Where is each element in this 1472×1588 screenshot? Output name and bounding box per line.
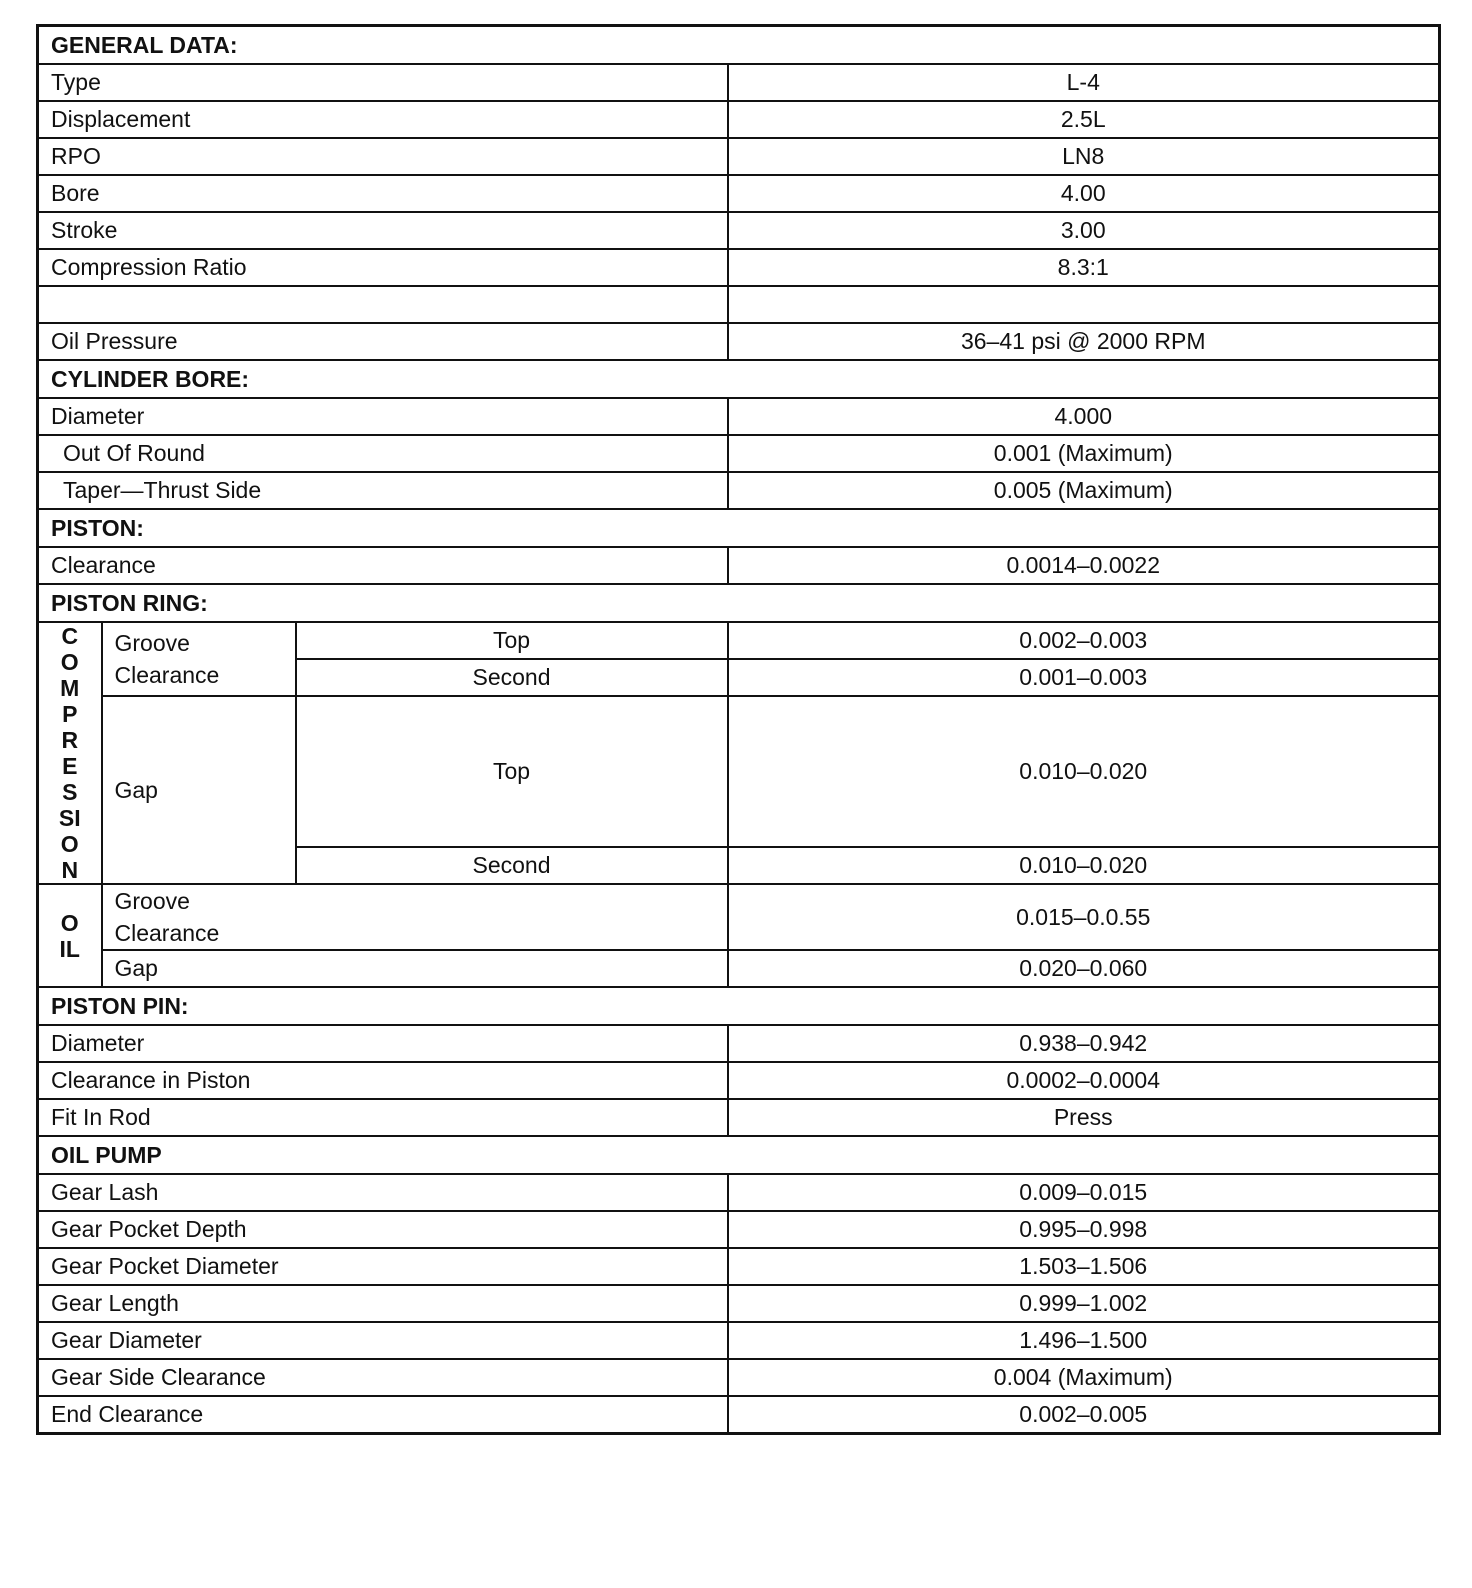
- row-label: Out Of Round: [38, 435, 728, 472]
- section-title: OIL PUMP: [38, 1136, 1440, 1174]
- row-label: End Clearance: [38, 1396, 728, 1434]
- section-header-general: [38, 26, 1440, 65]
- table-row: [38, 1248, 1440, 1285]
- section-title: PISTON RING:: [38, 584, 1440, 622]
- row-value: Press: [728, 1099, 1440, 1136]
- row-label: Clearance: [38, 547, 728, 584]
- row-value: 0.001 (Maximum): [728, 435, 1440, 472]
- row-value: 4.000: [728, 398, 1440, 435]
- table-row: [38, 1062, 1440, 1099]
- row-label: Gear Length: [38, 1285, 728, 1322]
- table-row: [38, 1211, 1440, 1248]
- row-value: 1.496–1.500: [728, 1322, 1440, 1359]
- ring-position-label: Top: [296, 622, 728, 659]
- table-row: [38, 472, 1440, 509]
- table-row: [38, 212, 1440, 249]
- ring-position-label: Second: [296, 659, 728, 696]
- row-value: 36–41 psi @ 2000 RPM: [728, 323, 1440, 360]
- section-title: PISTON PIN:: [38, 987, 1440, 1025]
- row-label: Compression Ratio: [38, 249, 728, 286]
- table-row: [38, 64, 1440, 101]
- table-row: [38, 101, 1440, 138]
- gap-label: Gap: [102, 696, 296, 884]
- oil-side-label: [38, 884, 102, 987]
- row-label: Taper—Thrust Side: [38, 472, 728, 509]
- row-label: Oil Pressure: [38, 323, 728, 360]
- row-label: Gear Pocket Depth: [38, 1211, 728, 1248]
- row-value: 0.999–1.002: [728, 1285, 1440, 1322]
- table-row: [38, 1174, 1440, 1211]
- row-label: Gear Pocket Diameter: [38, 1248, 728, 1285]
- table-row: [38, 696, 1440, 847]
- row-value: 0.010–0.020: [728, 696, 1440, 847]
- row-value: 0.001–0.003: [728, 659, 1440, 696]
- row-value: 2.5L: [728, 101, 1440, 138]
- row-value: L-4: [728, 64, 1440, 101]
- table-row: [38, 138, 1440, 175]
- table-row: [38, 1025, 1440, 1062]
- vertical-text: OIL: [59, 909, 80, 962]
- row-value: 0.0014–0.0022: [728, 547, 1440, 584]
- row-label: Gear Diameter: [38, 1322, 728, 1359]
- table-row: [38, 1359, 1440, 1396]
- table-row: [38, 622, 1440, 659]
- row-value: 0.002–0.005: [728, 1396, 1440, 1434]
- row-value: 0.995–0.998: [728, 1211, 1440, 1248]
- row-value: 0.005 (Maximum): [728, 472, 1440, 509]
- row-value: 1.503–1.506: [728, 1248, 1440, 1285]
- row-label: Gear Lash: [38, 1174, 728, 1211]
- row-value: 0.010–0.020: [728, 847, 1440, 884]
- ring-position-label: Top: [296, 696, 728, 847]
- vertical-text: COMPRESSION: [58, 623, 81, 883]
- oil-gap-label: Gap: [102, 950, 728, 987]
- table-row: [38, 435, 1440, 472]
- engine-spec-table: [36, 24, 1441, 1435]
- row-label: Clearance in Piston: [38, 1062, 728, 1099]
- table-row: [38, 950, 1440, 987]
- table-row: [38, 323, 1440, 360]
- row-label: Displacement: [38, 101, 728, 138]
- table-row: [38, 1099, 1440, 1136]
- table-row: [38, 1396, 1440, 1434]
- table-row: [38, 398, 1440, 435]
- row-value: 0.0002–0.0004: [728, 1062, 1440, 1099]
- section-header-piston-ring: [38, 584, 1440, 622]
- section-title: CYLINDER BORE:: [38, 360, 1440, 398]
- row-value: 0.015–0.0.55: [728, 884, 1440, 950]
- compression-side-label: [38, 622, 102, 884]
- row-label: Gear Side Clearance: [38, 1359, 728, 1396]
- row-value: LN8: [728, 138, 1440, 175]
- table-row-empty: [38, 286, 1440, 323]
- row-label: Fit In Rod: [38, 1099, 728, 1136]
- row-value: 0.002–0.003: [728, 622, 1440, 659]
- groove-clearance-label: Groove Clearance: [102, 622, 296, 696]
- ring-position-label: Second: [296, 847, 728, 884]
- row-value: 8.3:1: [728, 249, 1440, 286]
- table-row: [38, 175, 1440, 212]
- table-row: [38, 884, 1440, 950]
- row-label: [38, 286, 728, 323]
- section-title: PISTON:: [38, 509, 1440, 547]
- oil-groove-label-text: Groove Clearance: [114, 888, 220, 946]
- row-value: 0.938–0.942: [728, 1025, 1440, 1062]
- oil-groove-clearance-label: [102, 884, 728, 950]
- table-row: [38, 547, 1440, 584]
- row-value: 0.004 (Maximum): [728, 1359, 1440, 1396]
- row-value: 0.020–0.060: [728, 950, 1440, 987]
- section-header-cylinder-bore: [38, 360, 1440, 398]
- row-label: Stroke: [38, 212, 728, 249]
- row-value: [728, 286, 1440, 323]
- row-label: Diameter: [38, 398, 728, 435]
- row-label: Diameter: [38, 1025, 728, 1062]
- row-value: 4.00: [728, 175, 1440, 212]
- table-row: [38, 1285, 1440, 1322]
- row-value: 3.00: [728, 212, 1440, 249]
- section-title: GENERAL DATA:: [38, 26, 1440, 65]
- row-label: Type: [38, 64, 728, 101]
- table-row: [38, 249, 1440, 286]
- table-row: [38, 1322, 1440, 1359]
- row-label: Bore: [38, 175, 728, 212]
- section-header-oil-pump: [38, 1136, 1440, 1174]
- section-header-piston: [38, 509, 1440, 547]
- section-header-piston-pin: [38, 987, 1440, 1025]
- row-value: 0.009–0.015: [728, 1174, 1440, 1211]
- row-label: RPO: [38, 138, 728, 175]
